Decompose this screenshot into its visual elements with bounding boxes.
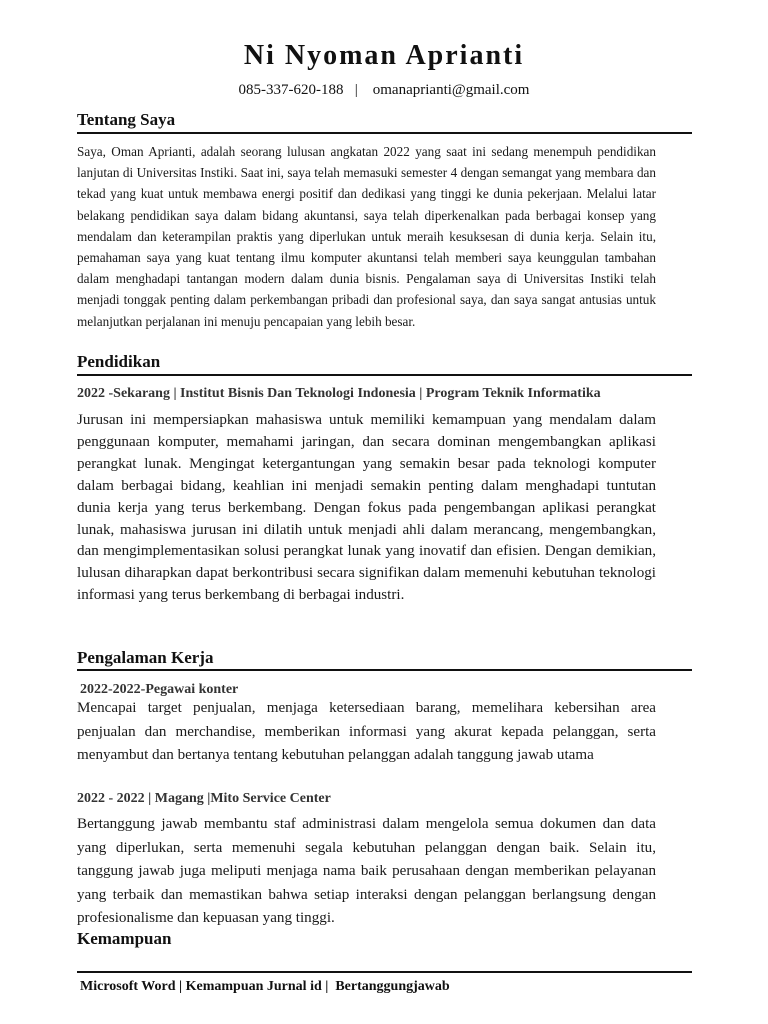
- job-heading: 2022-2022-Pegawai konter: [80, 682, 239, 697]
- skills-divider: [77, 971, 692, 973]
- job-heading: 2022 - 2022 | Magang |Mito Service Center: [77, 791, 331, 806]
- education-heading: Pendidikan: [77, 352, 161, 371]
- job-description: Mencapai target penjualan, menjaga ketersediaan barang, memelihara kebersihan area penjualan dan merchandise, memberikan informasi yang akurat kepada pelanggan, serta menyambut dan bertanya tentang kebutuhan pelanggan adalah tanggung jawab utama: [77, 700, 656, 763]
- education-divider: [77, 374, 692, 376]
- about-text: Saya, Oman Aprianti, adalah seorang lulusan angkatan 2022 yang saat ini sedang menempuh pendidikan lanjutan di Universitas Instiki. Saat ini, saya telah memasuki semester 4 dengan semangat yang membara dan tekad yang kuat untuk membawa energi positif dan dedikasi yang tinggi ke dunia pekerjaan. Melalui latar belakang pendidikan saya dalam bidang akuntansi, saya telah diperkenalkan pada berbagai konsep yang mendalam dan keterampilan praktis yang diperlukan untuk meraih kesuksesan di dunia kerja. Selain itu, pemahaman saya yang kuat tentang ilmu komputer akuntansi telah memberi saya keunggulan tambahan dalam menghadapi tantangan modern dalam dunia bisnis. Pengalaman saya di Universitas Instiki telah menjadi tonggak penting dalam perkembangan pribadi dan profesional saya, dan saya sangat antusias untuk melanjutkan perjalanan ini menuju pencapaian yang lebih besar.: [77, 144, 656, 329]
- about-heading: Tentang Saya: [77, 110, 176, 129]
- education-entry: 2022 -Sekarang | Institut Bisnis Dan Teknologi Indonesia | Program Teknik Informatika: [77, 386, 601, 401]
- experience-heading: Pengalaman Kerja: [77, 648, 214, 667]
- job-description: Bertanggung jawab membantu staf administrasi dalam mengelola semua dokumen dan data yang diperlukan, serta memenuhi segala kebutuhan pelanggan dengan baik. Selain itu, tanggung jawab juga meliputi menjaga nama baik perusahaan dengan memberikan pelayanan yang terbaik dan memastikan bahwa setiap interaksi dengan pelanggan berlangsung dengan profesionalisme dan kepuasan yang tinggi.: [77, 816, 656, 926]
- about-divider: [77, 132, 692, 134]
- skills-list: Microsoft Word | Kemampuan Jurnal id | Bertanggungjawab: [80, 979, 450, 994]
- resume-name: Ni Nyoman Aprianti: [243, 40, 525, 71]
- contact-line: 085-337-620-188 | omanaprianti@gmail.com: [238, 82, 530, 98]
- skills-heading: Kemampuan: [77, 929, 172, 948]
- education-text: Jurusan ini mempersiapkan mahasiswa untuk memiliki kemampuan yang mendalam dalam penggunaan komputer, memahami jaringan, dan secara dominan mengembangkan aplikasi perangkat lunak. Mengingat ketergantungan yang semakin besar pada teknologi komputer dalam berbagai bidang, keahlian ini menjadi semakin penting dalam menghadapi tuntutan dunia kerja yang terus berkembang. Dengan fokus pada pengembangan aplikasi perangkat lunak, mahasiswa jurusan ini dilatih untuk menjadi ahli dalam merancang, mengembangkan, dan mengimplementasikan solusi perangkat lunak yang inovatif dan efisien. Dengan demikian, lulusan diharapkan dapat berkontribusi secara signifikan dalam memenuhi kebutuhan teknologi informasi yang terus berkembang di berbagai industri.: [77, 412, 656, 604]
- experience-divider: [77, 669, 692, 671]
